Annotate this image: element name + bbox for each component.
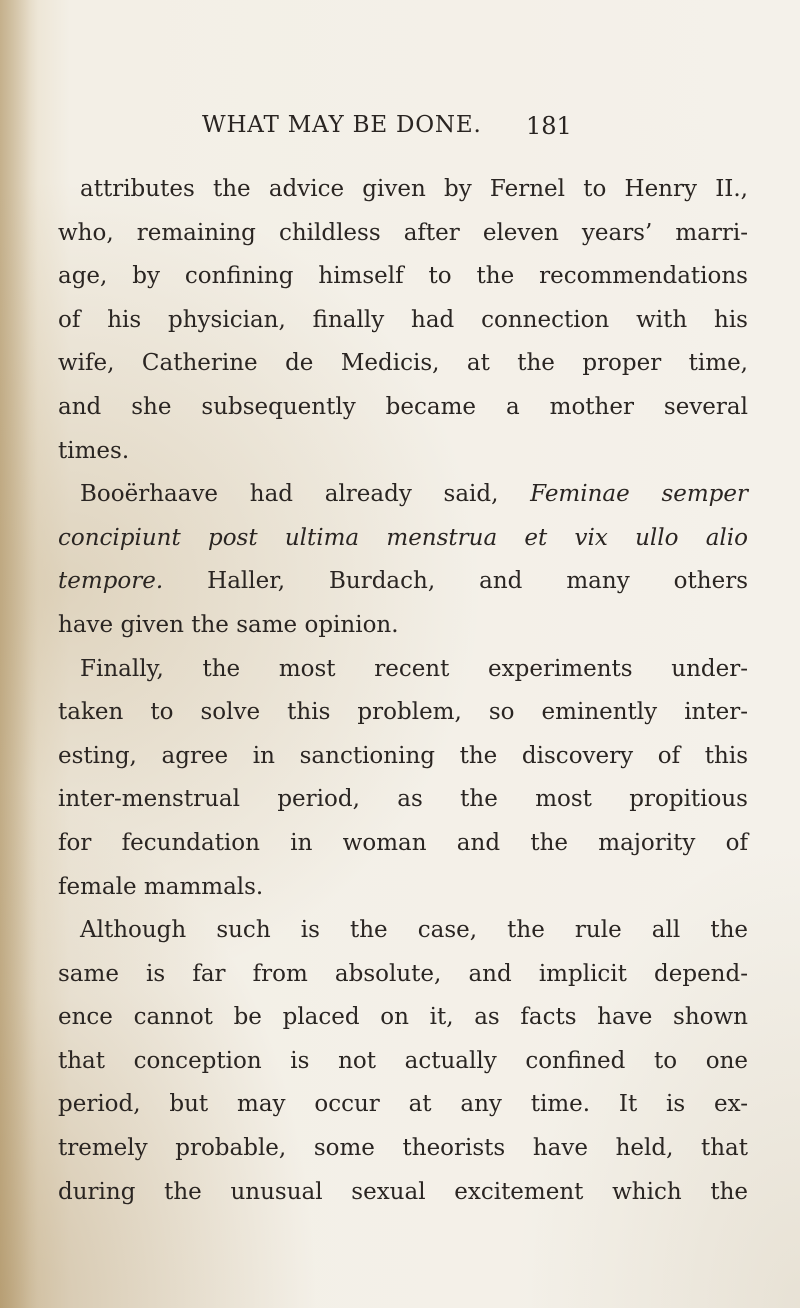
text-line: inter-menstrual period, as the most propitious bbox=[58, 786, 748, 813]
text-line: esting, agree in sanctioning the discovery of this bbox=[58, 742, 748, 769]
text-line: attributes the advice given by Fernel to Henry II., bbox=[80, 176, 748, 202]
text-line: for fecundation in woman and the majority of bbox=[58, 829, 748, 856]
text-line: wife, Catherine de Medicis, at the proper time, bbox=[58, 350, 748, 377]
text-line: taken to solve this problem, so eminently inter- bbox=[58, 699, 748, 726]
text-segment: Haller, Burdach, and many others bbox=[163, 568, 748, 595]
running-head: WHAT MAY BE DONE. bbox=[202, 112, 482, 138]
text-line bbox=[58, 473, 748, 517]
text-line: ence cannot be placed on it, as facts have shown bbox=[58, 1004, 748, 1031]
text-line: and she subsequently became a mother several bbox=[58, 393, 748, 420]
text-line: Although such is the case, the rule all the bbox=[80, 917, 748, 944]
text-line: age, by confining himself to the recommendations bbox=[58, 263, 748, 290]
text-line: times. bbox=[58, 437, 130, 464]
text-line: that conception is not actually confined to one bbox=[58, 1047, 748, 1074]
text-line: same is far from absolute, and implicit depend- bbox=[58, 960, 748, 987]
text-line: who, remaining childless after eleven years’ marri- bbox=[58, 219, 748, 246]
page-number: 181 bbox=[526, 112, 572, 140]
latin-quote-line: concipiunt post ultima menstrua et vix ullo alio bbox=[58, 524, 748, 551]
latin-quote-segment: tempore. bbox=[58, 568, 164, 595]
page-header bbox=[0, 112, 800, 152]
text-line: tremely probable, some theorists have held, that bbox=[58, 1135, 748, 1162]
text-segment: Booërhaave had already said, bbox=[80, 481, 531, 508]
text-line: female mammals. bbox=[58, 873, 264, 900]
body-text bbox=[58, 168, 748, 1214]
text-line: during the unusual sexual excitement which the bbox=[58, 1178, 748, 1205]
text-line: period, but may occur at any time. It is ex- bbox=[58, 1091, 748, 1118]
text-line: Finally, the most recent experiments under- bbox=[80, 655, 748, 682]
text-line bbox=[58, 560, 748, 604]
text-line: have given the same opinion. bbox=[58, 611, 399, 638]
latin-quote-segment: Feminae semper bbox=[530, 481, 748, 508]
text-line: of his physician, finally had connection with his bbox=[58, 306, 748, 333]
